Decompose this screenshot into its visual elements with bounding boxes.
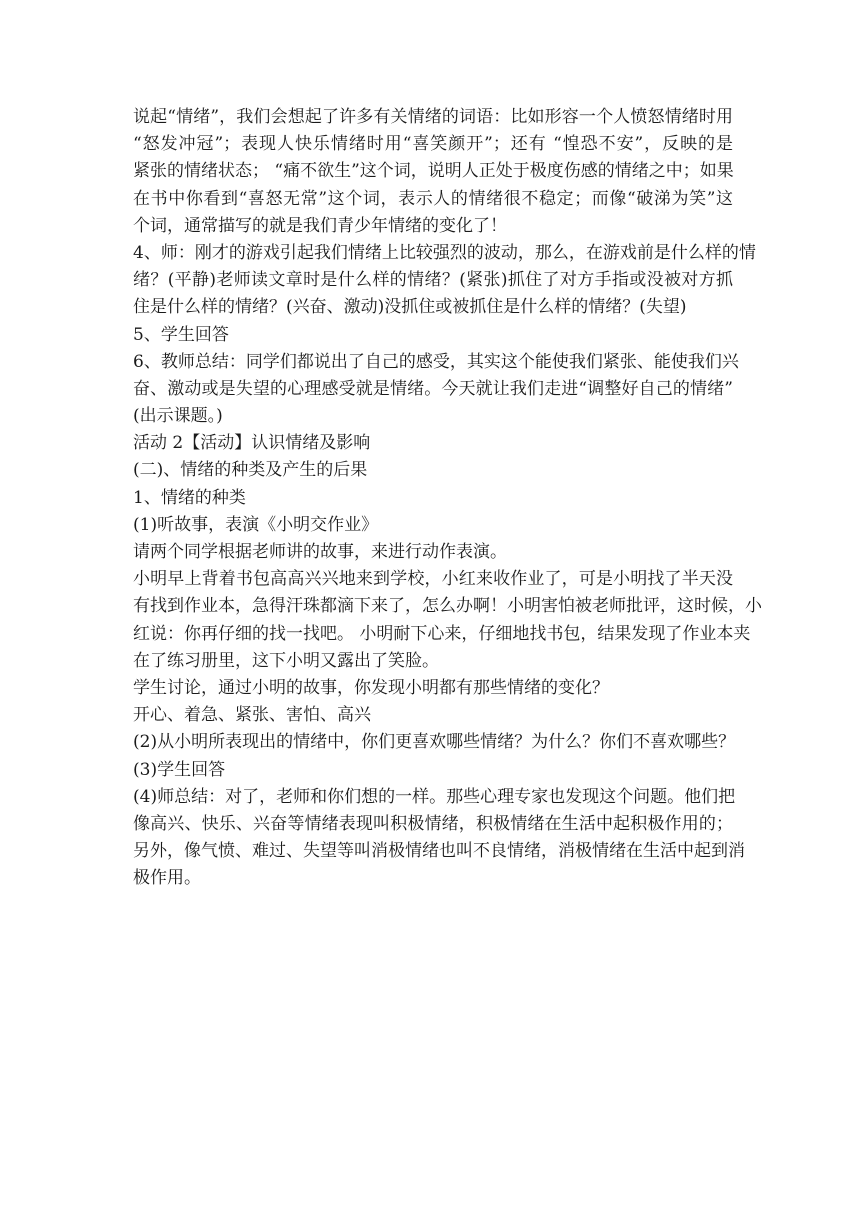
text-line: 4、师：刚才的游戏引起我们情绪上比较强烈的波动，那么，在游戏前是什么样的情 <box>133 242 756 263</box>
text-line: 另外，像气愤、难过、失望等叫消极情绪也叫不良情绪，消极情绪在生活中起到消 <box>133 841 745 862</box>
text-line: 6、教师总结：同学们都说出了自己的感受，其实这个能使我们紧张、能使我们兴 <box>133 351 739 372</box>
text-line: 红说：你再仔细的找一找吧。 小明耐下心来，仔细地找书包，结果发现了作业本夹 <box>133 623 751 644</box>
text-line: 有找到作业本，急得汗珠都滴下来了，怎么办啊！小明害怕被老师批评，这时候，小 <box>133 596 762 617</box>
text-line: “怒发冲冠”；表现人快乐情绪时用“喜笑颜开”；还有 “惶恐不安”，反映的是 <box>133 134 733 155</box>
text-line: 极作用。 <box>133 868 201 889</box>
text-line: 说起“情绪”，我们会想起了许多有关情绪的词语：比如形容一个人愤怒情绪时用 <box>133 107 733 127</box>
document-body <box>133 104 762 892</box>
text-line: 在书中你看到“喜怒无常”这个词，表示人的情绪很不稳定；而像“破涕为笑”这 <box>133 188 733 209</box>
text-line: 开心、着急、紧张、害怕、高兴 <box>133 705 371 726</box>
text-line: 1、情绪的种类 <box>133 487 246 508</box>
text-line: (1)听故事，表演《小明交作业》 <box>133 514 379 535</box>
text-line: (出示课题。) <box>133 406 223 427</box>
text-line: 个词，通常描写的就是我们青少年情绪的变化了！ <box>133 215 507 236</box>
text-line: 奋、激动或是失望的心理感受就是情绪。今天就让我们走进“调整好自己的情绪” <box>133 378 733 399</box>
text-line: 5、学生回答 <box>133 324 229 345</box>
text-line: 请两个同学根据老师讲的故事，来进行动作表演。 <box>133 542 507 562</box>
text-line: (3)学生回答 <box>133 759 226 780</box>
text-line: (2)从小明所表现出的情绪中，你们更喜欢哪些情绪？为什么？你们不喜欢哪些？ <box>133 732 736 753</box>
text-line: 像高兴、快乐、兴奋等情绪表现叫积极情绪，积极情绪在生活中起积极作用的； <box>133 813 733 834</box>
text-line: (4)师总结：对了，老师和你们想的一样。那些心理专家也发现这个问题。他们把 <box>133 786 736 807</box>
text-line: 住是什么样的情绪？(兴奋、激动)没抓住或被抓住是什么样的情绪？(失望) <box>133 297 687 318</box>
text-line: 绪？(平静)老师读文章时是什么样的情绪？(紧张)抓住了对方手指或没被对方抓 <box>133 270 733 291</box>
text-line: 学生讨论，通过小明的故事，你发现小明都有那些情绪的变化？ <box>133 677 609 698</box>
text-line: 在了练习册里，这下小明又露出了笑脸。 <box>133 650 439 671</box>
section-heading: 活动 2【活动】认识情绪及影响 <box>133 433 371 454</box>
text-line: 紧张的情绪状态； “痛不欲生”这个词，说明人正处于极度伤感的情绪之中；如果 <box>133 161 734 182</box>
text-line: 小明早上背着书包高高兴兴地来到学校，小红来收作业了，可是小明找了半天没 <box>133 569 733 590</box>
section-heading: (二)、情绪的种类及产生的后果 <box>133 460 368 481</box>
